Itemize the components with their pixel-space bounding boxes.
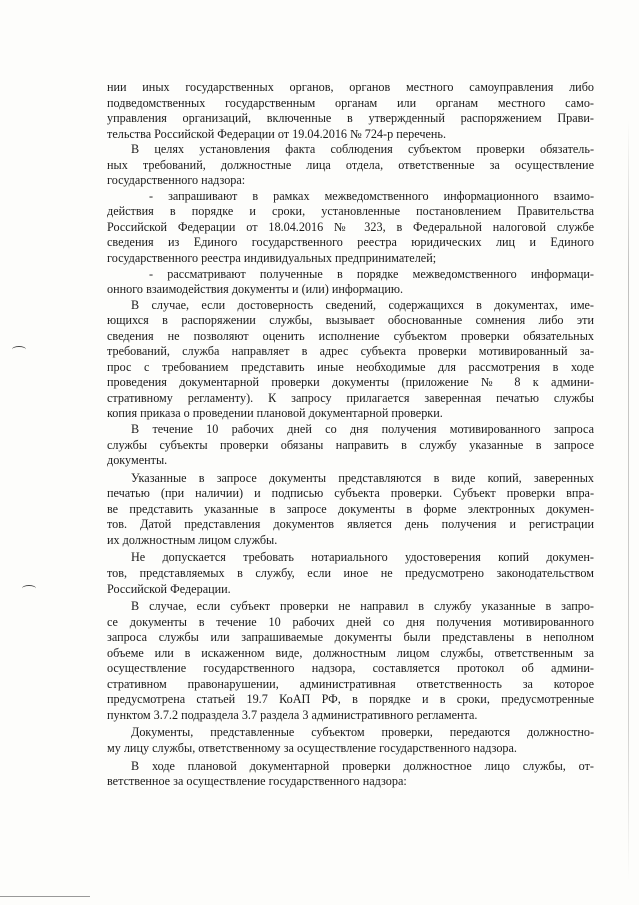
document-body — [107, 80, 594, 790]
scan-bottom-rule — [0, 896, 90, 897]
text-line: ве представить указанные в запросе документы в форме электронных докумен- — [107, 501, 594, 516]
text-line: документы. — [107, 453, 168, 468]
text-line: тельства Российской Федерации от 19.04.2016 № 724-р перечень. — [107, 126, 447, 141]
text-line: стративном правонарушении, административная ответственность за которое — [107, 676, 594, 691]
text-line: Российской Федерации. — [107, 581, 231, 596]
text-line: ющихся в распоряжении службы, вызывает обоснованные сомнения либо эти — [107, 313, 594, 328]
text-line: стративному регламенту). К запросу прилагается заверенная печатью службы — [107, 390, 594, 405]
text-line: онного взаимодействия документы и (или) информацию. — [107, 282, 404, 297]
text-line: му лицу службы, ответственному за осуществление государственного надзора. — [107, 740, 517, 755]
paragraph — [107, 80, 594, 142]
text-line: тов, представляемых в службу, если иное не предусмотрено законодательством — [107, 565, 594, 580]
text-line: - запрашивают в рамках межведомственного информационного взаимо- — [149, 188, 594, 203]
text-line: ветственное за осуществление государственного надзора: — [107, 774, 407, 789]
text-line: запроса службы или запрашиваемые документы были представлены в неполном — [107, 630, 594, 645]
text-line: проведения документарной проверки документы (приложение № 8 к админи- — [107, 375, 594, 390]
paragraph — [107, 422, 594, 469]
text-line: требований, служба направляет в адрес субъекта проверки мотивированный за- — [107, 344, 594, 359]
text-line: сведения не позволяют оценить исполнение субъектом проверки обязательных — [107, 328, 594, 343]
text-line: В течение 10 рабочих дней со дня получения мотивированного запроса — [131, 422, 594, 437]
text-line: сведения из Единого государственного реестра юридических лиц и Единого — [107, 235, 594, 250]
text-line: копия приказа о проведении плановой документарной проверки. — [107, 406, 443, 421]
text-line: нии иных государственных органов, органов местного самоуправления либо — [107, 80, 594, 94]
paragraph — [107, 759, 594, 790]
list-item — [107, 189, 594, 267]
list-item — [107, 267, 594, 298]
paragraph — [107, 550, 594, 597]
text-line: действия в порядке и сроки, установленные постановлением Правительства — [107, 204, 594, 219]
paragraph — [107, 471, 594, 549]
paragraph — [107, 725, 594, 756]
scan-edge-line — [628, 120, 629, 880]
text-line: подведомственных государственным органам или органам местного само- — [107, 95, 594, 110]
text-line: В целях установления факта соблюдения субъектом проверки обязатель- — [131, 142, 594, 157]
text-line: прос с требованием представить иные необходимые для рассмотрения в ходе — [107, 359, 594, 374]
text-line: их должностным лицом службы. — [107, 532, 278, 547]
text-line: - рассматривают полученные в порядке межведомственного информаци- — [149, 266, 594, 281]
text-line: печатью (при наличии) и подписью субъекта проверки. Субъект проверки впра- — [107, 486, 594, 501]
text-line: ных требований, должностные лица отдела, ответственные за осуществление — [107, 157, 594, 172]
text-line: тов. Датой представления документов является день получения и регистрации — [107, 517, 594, 532]
text-line: В случае, если достоверность сведений, содержащихся в документах, име- — [131, 297, 594, 312]
text-line: государственного надзора: — [107, 173, 246, 188]
margin-mark — [12, 346, 26, 353]
text-line: се документы в течение 10 рабочих дней со дня получения мотивированного — [107, 614, 594, 629]
paragraph — [107, 298, 594, 422]
text-line: государственного реестра индивидуальных предпринимателей; — [107, 251, 437, 266]
text-line: пунктом 3.7.2 подраздела 3.7 раздела 3 административного регламента. — [107, 707, 478, 722]
text-line: объеме или в искаженном виде, должностным лицом службы, ответственным за — [107, 645, 594, 660]
text-line: В ходе плановой документарной проверки должностное лицо службы, от- — [131, 758, 594, 773]
text-line: предусмотрена статьей 19.7 КоАП РФ, в порядке и в сроки, предусмотренные — [107, 692, 594, 707]
text-line: службы субъекты проверки обязаны направить в службу указанные в запросе — [107, 437, 594, 452]
text-line: Указанные в запросе документы представляются в виде копий, заверенных — [131, 470, 594, 485]
text-line: Документы, представленные субъектом проверки, передаются должностно- — [131, 725, 594, 740]
paragraph — [107, 599, 594, 723]
text-line: В случае, если субъект проверки не направил в службу указанные в запро- — [131, 599, 594, 614]
text-line: Не допускается требовать нотариального удостоверения копий докумен- — [131, 550, 594, 565]
text-line: осуществление государственного надзора, составляется протокол об админи- — [107, 661, 594, 676]
text-line: Российской Федерации от 18.04.2016 № 323, в Федеральной налоговой службе — [107, 219, 594, 234]
paragraph — [107, 142, 594, 189]
text-line: управления организаций, включенные в утвержденный распоряжением Прави- — [107, 111, 594, 126]
margin-mark — [22, 585, 36, 592]
